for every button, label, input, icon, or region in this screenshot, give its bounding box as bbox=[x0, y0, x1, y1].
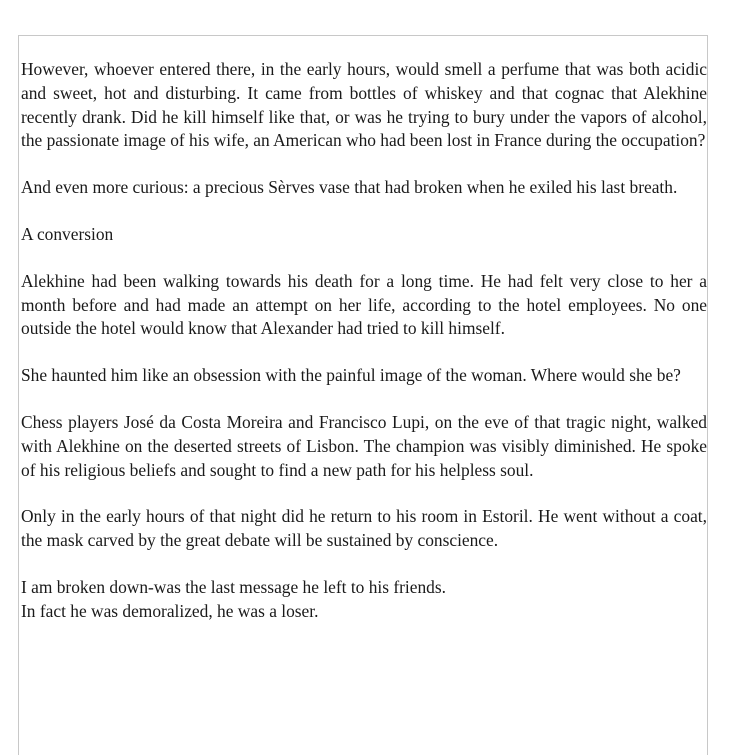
section-heading-conversion: A conversion bbox=[21, 223, 114, 244]
document-page bbox=[18, 35, 708, 755]
paragraph-vase: And even more curious: a precious Sèrves vase that had broken when he exiled his last breath. bbox=[21, 177, 678, 198]
document-body bbox=[21, 58, 707, 624]
closing-line-demoralized: In fact he was demoralized, he was a loser. bbox=[21, 600, 319, 621]
paragraph-chess-players: Chess players José da Costa Moreira and Francisco Lupi, on the eve of that tragic night, walked with Alekhine on the deserted streets of Lisbon. The champion was visibly diminished. He spoke of his religious beliefs and sought to find a new path for his helpless soul. bbox=[21, 411, 707, 480]
paragraph-perfume: However, whoever entered there, in the early hours, would smell a perfume that was both acidic and sweet, hot and disturbing. It came from bottles of whiskey and that cognac that Alekhine recently drank. Did he kill himself like that, or was he trying to bury under the vapors of alcohol, the passionate image of his wife, an American who had been lost in France during the occupation? bbox=[21, 59, 707, 151]
closing-line-last-message: I am broken down-was the last message he left to his friends. bbox=[21, 576, 446, 597]
paragraph-return-estoril: Only in the early hours of that night did he return to his room in Estoril. He went without a coat, the mask carved by the great debate will be sustained by conscience. bbox=[21, 506, 707, 551]
paragraph-walking-towards-death: Alekhine had been walking towards his death for a long time. He had felt very close to her a month before and had made an attempt on her life, according to the hotel employees. No one outside the hotel would know that Alexander had tried to kill himself. bbox=[21, 270, 707, 339]
paragraph-closing bbox=[21, 576, 707, 624]
paragraph-obsession: She haunted him like an obsession with the painful image of the woman. Where would she be? bbox=[21, 365, 681, 386]
